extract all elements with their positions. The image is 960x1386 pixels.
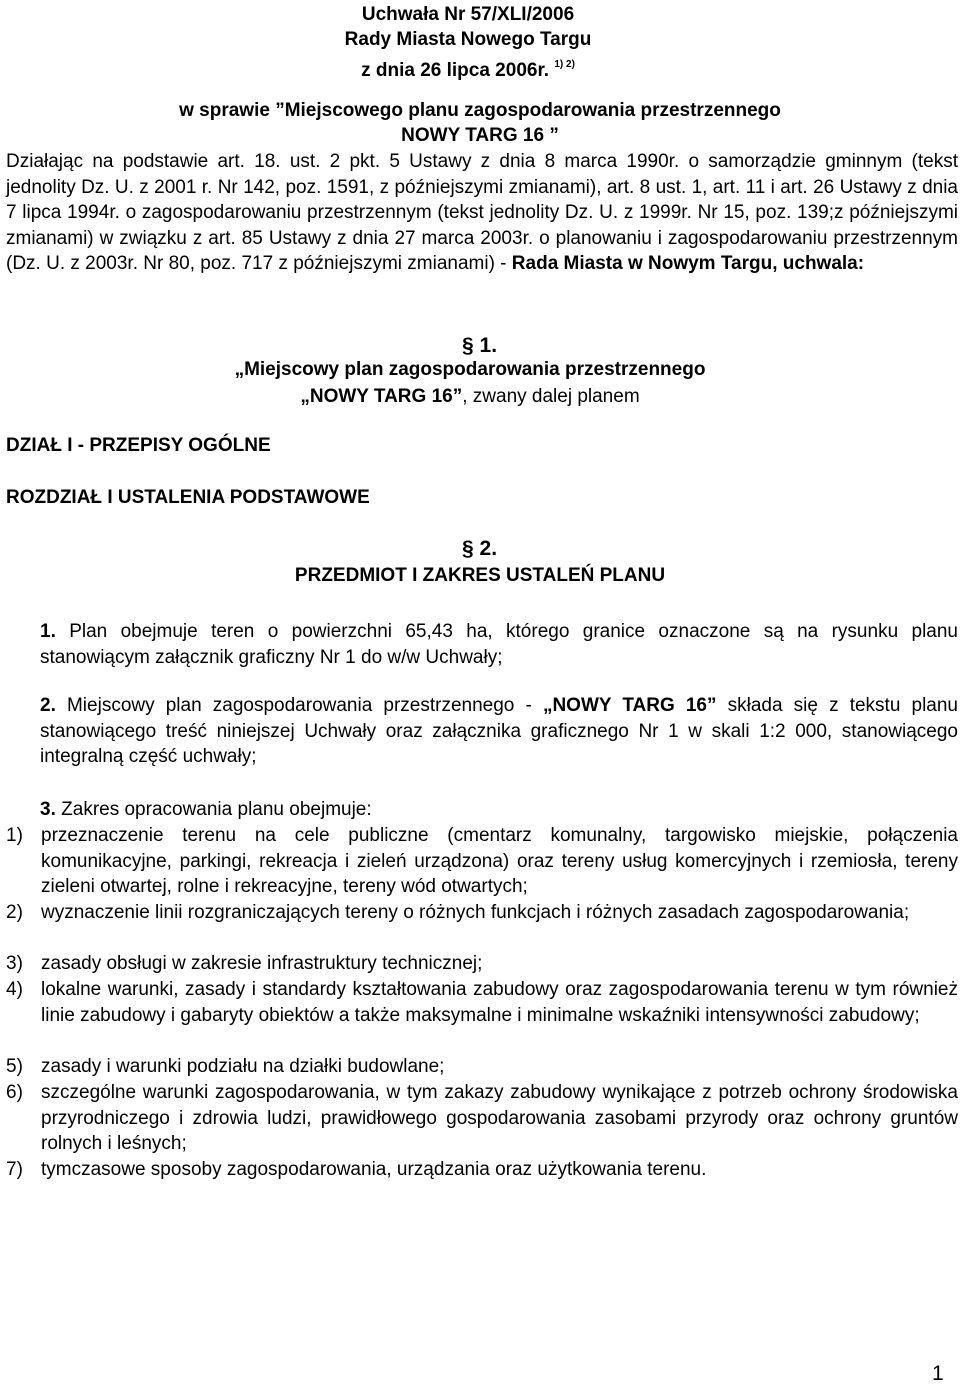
resolution-subject <box>60 98 900 148</box>
resolution-header <box>300 2 636 83</box>
section-1-heading <box>462 334 497 358</box>
scope-item-2: 2) wyznaczenie linii rozgraniczających tereny o różnych funkcjach i różnych zasadach zagospodarowania; <box>6 902 910 923</box>
council-name: Rady Miasta Nowego Targu <box>344 29 592 50</box>
plan-title-line-1: „Miejscowy plan zagospodarowania przestrzennego <box>234 359 706 380</box>
resolution-date: z dnia 26 lipca 2006r. $^{1) 2)}$ <box>361 59 575 81</box>
section-1-title <box>170 356 770 410</box>
section-2-title: PRZEDMIOT I ZAKRES USTALEŃ PLANU <box>294 565 666 586</box>
section-number: 1. <box>479 334 498 357</box>
plan-title-line-2: „NOWY TARG 16”, zwany dalej planem <box>300 386 640 407</box>
point-text: Zakres opracowania planu obejmuje: <box>61 799 372 820</box>
point-number: 1. <box>40 621 56 642</box>
point-1 <box>40 619 958 670</box>
footnote-refs: 1) 2) <box>554 59 575 70</box>
subject-line-2: NOWY TARG 16 ” <box>401 125 559 146</box>
section-2-heading <box>462 537 497 561</box>
point-2: 2. Miejscowy plan zagospodarowania przestrzennego - „NOWY TARG 16” składa się z tekstu planu stanowiącego treść niniejszej Uchwały oraz załącznika graficznego Nr 1 w skali 1:2 000, stanowiącego integralną część uchwały; <box>40 695 958 767</box>
point-number: 3. <box>40 799 56 820</box>
point-text: Plan obejmuje teren o powierzchni 65,43 ha, którego granice oznaczone są na rysunku planu stanowiącym załącznik graficzny Nr 1 do w/w Uchwały; <box>40 621 958 668</box>
preamble-bold-tail: Rada Miasta w Nowym Targu, uchwala: <box>511 253 865 274</box>
subject-line-1: w sprawie ”Miejscowego planu zagospodarowania przestrzennego <box>179 100 781 121</box>
page-number: 1 <box>932 1362 944 1385</box>
point-3 <box>40 797 958 823</box>
scope-item-1: 1) przeznaczenie terenu na cele publiczne (cmentarz komunalny, targowisko miejskie, połączenia komunikacyjne, parkingi, rekreacja i zieleń urządzona) oraz tereny usług komercyjnych i rzemiosła, tereny zieleni otwartej, rolne i rekreacyjne, tereny wód otwartych; <box>6 825 958 897</box>
section-mark: § <box>462 537 474 560</box>
scope-item-6: 6) szczególne warunki zagospodarowania, w tym zakazy zabudowy wynikające z potrzeb ochrony środowiska przyrodniczego i zdrowia ludzi, prawidłowego gospodarowania zasobami przyrody oraz ochrony gruntów rolnych i leśnych; <box>6 1082 958 1154</box>
scope-item-5: 5) zasady i warunki podziału na działki budowlane; <box>6 1056 445 1077</box>
resolution-number: Uchwała Nr 57/XLI/2006 <box>361 4 575 25</box>
section-mark: § <box>462 334 474 357</box>
point-number: 2. <box>40 695 56 716</box>
scope-item-4: 4) lokalne warunki, zasady i standardy kształtowania zabudowy oraz zagospodarowania terenu w tym również linie zabudowy i gabaryty obiektów a także maksymalne i minimalne wskaźniki intensywności zabudowy; <box>6 979 958 1026</box>
preamble <box>6 149 958 277</box>
chapter-heading: ROZDZIAŁ I USTALENIA PODSTAWOWE <box>6 487 370 508</box>
scope-item-3: 3) zasady obsługi w zakresie infrastruktury technicznej; <box>6 953 483 974</box>
division-heading: DZIAŁ I - PRZEPISY OGÓLNE <box>6 435 271 456</box>
scope-item-7: 7) tymczasowe sposoby zagospodarowania, urządzania oraz użytkowania terenu. <box>6 1159 707 1180</box>
section-number: 2. <box>479 537 498 560</box>
preamble-text: Działając na podstawie art. 18. ust. 2 pkt. 5 Ustawy z dnia 8 marca 1990r. o samorządzie gminnym (tekst jednolity Dz. U. z 2001 r. Nr 142, poz. 1591, z późniejszymi zmianami), art. 8 ust. 1, art. 11 i art. 26 Ustawy z dnia 7 lipca 1994r. o zagospodarowaniu przestrzennym (tekst jednolity Dz. U. z 1999r. Nr 15, poz. 139;z późniejszymi zmianami) w związku z art. 85 Ustawy z dnia 27 marca 2003r. o planowaniu i zagospodarowaniu przestrzennym (Dz. U. z 2003r. Nr 80, poz. 717 z późniejszymi zmianami) - <box>6 151 958 274</box>
